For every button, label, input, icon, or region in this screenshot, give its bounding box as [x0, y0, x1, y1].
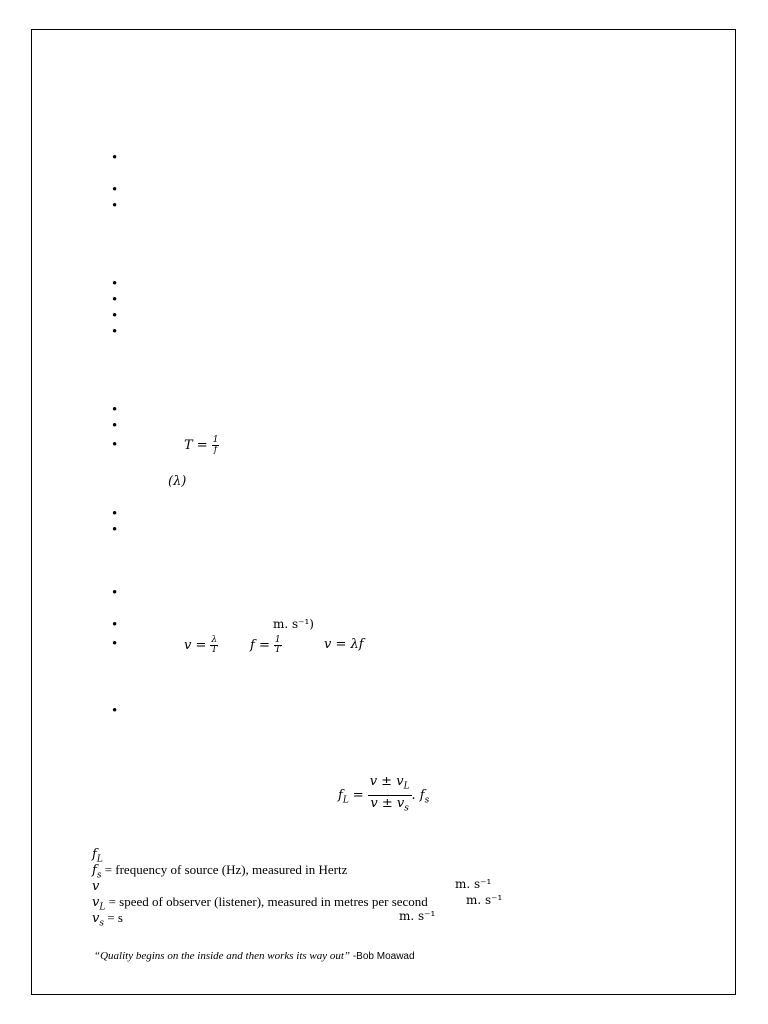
legend-vs: $v_s = s$ [92, 910, 123, 929]
bullet-marker: • [112, 506, 118, 522]
quote-author: -Bob Moawad [350, 951, 415, 962]
document-page [31, 29, 736, 995]
legend-fs: $f_s$ = frequency of source (Hz), measured in Hertz [92, 862, 348, 881]
wavelength-symbol: (λ) [168, 474, 187, 489]
bullet-marker: • [112, 585, 118, 601]
bullet-marker: • [112, 308, 118, 324]
bullet-marker: • [112, 636, 118, 652]
wave-equation: v = λf [324, 637, 364, 652]
frequency-equation [250, 636, 282, 655]
f-lhs: f = [250, 638, 270, 654]
doppler-denominator: $v \pm v_s$ [370, 795, 409, 814]
period-denominator: f [213, 445, 218, 455]
v-lhs: v = [184, 638, 207, 654]
period-equation [184, 436, 219, 455]
bullet-marker: • [112, 292, 118, 308]
doppler-tail: . $f_s$ [411, 787, 430, 806]
f-numerator: 1 [274, 635, 281, 645]
v-fraction [210, 636, 218, 655]
doppler-equation [338, 774, 429, 816]
period-fraction [212, 436, 220, 455]
legend-vL: $v_L$ = speed of observer (listener), measured in metres per second [92, 894, 428, 913]
legend-vL-unit: m. s⁻¹ [466, 893, 503, 907]
bullet-marker: • [112, 617, 118, 633]
f-fraction [274, 636, 282, 655]
footer-quote [94, 950, 415, 962]
legend-v: v [92, 879, 100, 894]
quote-text: “Quality begins on the inside and then works its way out” [94, 950, 351, 962]
period-numerator: 1 [212, 435, 219, 445]
legend-vs-unit: m. s⁻¹ [399, 909, 436, 923]
bullet-marker: • [112, 418, 118, 434]
bullet-marker: • [112, 182, 118, 198]
bullet-marker: • [112, 703, 118, 719]
speed-period-equation [184, 636, 218, 655]
speed-unit: m. s⁻¹) [273, 617, 314, 631]
doppler-numerator: $v \pm v_L$ [368, 774, 412, 796]
bullet-marker: • [112, 150, 118, 166]
v-numerator: λ [211, 635, 218, 645]
doppler-equals: = [352, 787, 364, 803]
bullet-marker: • [112, 198, 118, 214]
doppler-lhs: $f_L$ [338, 787, 349, 806]
legend-fL: $f_L$ [92, 847, 103, 865]
bullet-marker: • [112, 437, 118, 453]
bullet-marker: • [112, 276, 118, 292]
bullet-marker: • [112, 522, 118, 538]
doppler-fraction [368, 774, 412, 816]
f-denominator: T [274, 645, 281, 655]
bullet-marker: • [112, 324, 118, 340]
v-denominator: T [211, 645, 218, 655]
bullet-marker: • [112, 402, 118, 418]
legend-v-unit: m. s⁻¹ [455, 877, 492, 891]
period-lhs: T = [184, 438, 208, 454]
